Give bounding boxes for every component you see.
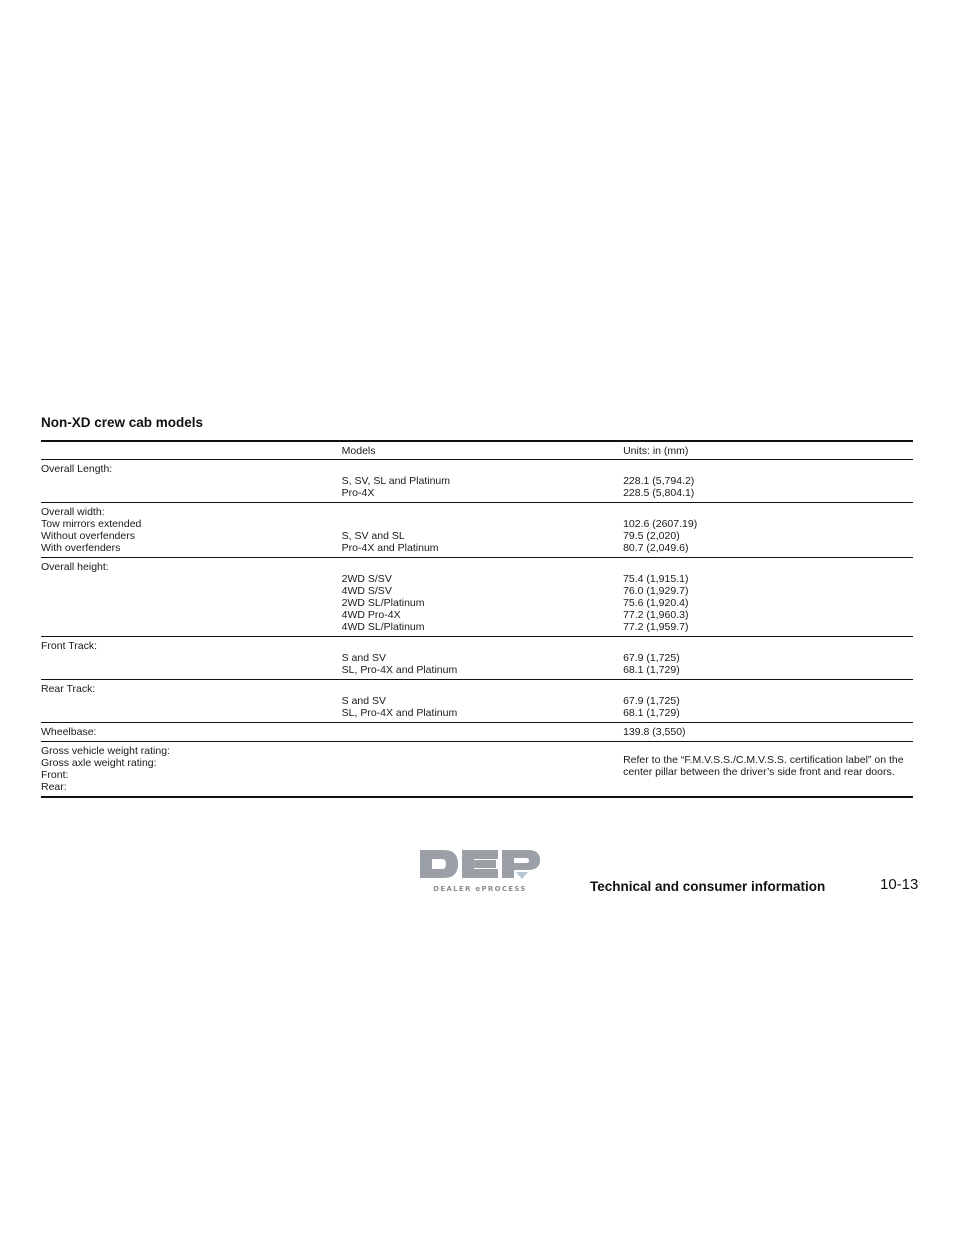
row-label-cell bbox=[41, 680, 328, 723]
row-value: 80.7 (2,049.6) bbox=[623, 542, 689, 554]
table-row-gvwr bbox=[41, 742, 913, 798]
row-model: SL, Pro-4X and Platinum bbox=[341, 664, 458, 676]
row-value: 68.1 (1,729) bbox=[623, 664, 680, 676]
header-label bbox=[41, 441, 328, 460]
row-label: Wheelbase: bbox=[41, 726, 97, 738]
logo-caption: DEALER ePROCESS bbox=[433, 885, 527, 893]
row-model-cell bbox=[328, 503, 623, 558]
row-model bbox=[342, 506, 623, 518]
row-value: 79.5 (2,020) bbox=[623, 530, 680, 542]
row-label: Overall Length: bbox=[41, 463, 113, 475]
row-model-cell bbox=[328, 637, 623, 680]
row-value: 67.9 (1,725) bbox=[623, 652, 680, 664]
header-models: Models bbox=[328, 441, 623, 460]
row-model bbox=[342, 726, 623, 738]
row-value: 75.4 (1,915.1) bbox=[623, 573, 689, 585]
row-model: Pro-4X and Platinum bbox=[341, 542, 439, 554]
row-model: 4WD S/SV bbox=[341, 585, 392, 597]
row-value-cell bbox=[623, 460, 913, 503]
row-model: S, SV, SL and Platinum bbox=[341, 475, 451, 487]
row-model bbox=[342, 561, 623, 573]
row-label: Front: bbox=[41, 769, 69, 781]
row-label: Rear: bbox=[41, 781, 67, 793]
row-value bbox=[623, 640, 913, 652]
row-value bbox=[623, 506, 913, 518]
row-label-cell bbox=[41, 723, 328, 742]
row-model: S, SV and SL bbox=[341, 530, 405, 542]
table-row bbox=[41, 680, 913, 723]
row-value: 102.6 (2607.19) bbox=[623, 518, 698, 530]
table-row bbox=[41, 723, 913, 742]
row-label-cell bbox=[41, 503, 328, 558]
row-model-cell bbox=[328, 680, 623, 723]
row-model: 2WD SL/Platinum bbox=[341, 597, 425, 609]
table-row bbox=[41, 637, 913, 680]
row-value-cell bbox=[623, 558, 913, 637]
row-value: 77.2 (1,960.3) bbox=[623, 609, 689, 621]
row-value bbox=[623, 561, 913, 573]
row-value: 139.8 (3,550) bbox=[623, 726, 686, 738]
row-model: 4WD Pro-4X bbox=[341, 609, 401, 621]
row-model: 2WD S/SV bbox=[341, 573, 392, 585]
row-model bbox=[342, 640, 623, 652]
row-value: 228.5 (5,804.1) bbox=[623, 487, 695, 499]
row-label: Overall width: bbox=[41, 506, 105, 518]
row-value-cell bbox=[623, 637, 913, 680]
row-label: Front Track: bbox=[41, 640, 98, 652]
logo-accent bbox=[516, 872, 528, 879]
certification-note: Refer to the “F.M.V.S.S./C.M.V.S.S. certification label” on the center pillar between the driver’s side front and rear doors. bbox=[623, 754, 904, 778]
row-model: S and SV bbox=[341, 695, 387, 707]
footer-section-title: Technical and consumer information bbox=[590, 879, 826, 894]
gvwr-model-cell bbox=[328, 742, 623, 798]
row-label: Overall height: bbox=[41, 561, 109, 573]
row-label: Tow mirrors extended bbox=[41, 518, 142, 530]
row-value: 77.2 (1,959.7) bbox=[623, 621, 689, 633]
row-label: Rear Track: bbox=[41, 683, 96, 695]
row-value: 68.1 (1,729) bbox=[623, 707, 680, 719]
row-model: Pro-4X bbox=[341, 487, 375, 499]
gvwr-label-cell bbox=[41, 742, 328, 798]
section-title: Non-XD crew cab models bbox=[41, 415, 204, 430]
row-value-cell bbox=[623, 680, 913, 723]
row-value-cell bbox=[623, 723, 913, 742]
row-value: 76.0 (1,929.7) bbox=[623, 585, 689, 597]
row-label: Gross axle weight rating: bbox=[41, 757, 157, 769]
row-model bbox=[342, 463, 623, 475]
row-label-cell bbox=[41, 460, 328, 503]
row-value: 228.1 (5,794.2) bbox=[623, 475, 695, 487]
row-model: SL, Pro-4X and Platinum bbox=[341, 707, 458, 719]
row-value-cell bbox=[623, 503, 913, 558]
header-units: Units: in (mm) bbox=[623, 441, 913, 460]
row-label: Gross vehicle weight rating: bbox=[41, 745, 170, 757]
row-model-cell bbox=[328, 723, 623, 742]
row-model-cell bbox=[328, 558, 623, 637]
row-value bbox=[623, 683, 913, 695]
row-model: 4WD SL/Platinum bbox=[341, 621, 425, 633]
row-model bbox=[342, 683, 623, 695]
row-label-cell bbox=[41, 558, 328, 637]
row-value: 75.6 (1,920.4) bbox=[623, 597, 689, 609]
table-body bbox=[41, 460, 913, 742]
row-model bbox=[342, 518, 623, 530]
row-label: With overfenders bbox=[41, 542, 121, 554]
gvwr-note-cell bbox=[623, 742, 913, 798]
table-header-row bbox=[41, 441, 913, 460]
row-label-cell bbox=[41, 637, 328, 680]
row-value: 67.9 (1,725) bbox=[623, 695, 680, 707]
table-row bbox=[41, 503, 913, 558]
specifications-table bbox=[41, 440, 913, 798]
row-value bbox=[623, 463, 913, 475]
page-number: 10-13 bbox=[880, 876, 919, 893]
row-model: S and SV bbox=[341, 652, 387, 664]
row-label: Without overfenders bbox=[41, 530, 135, 542]
row-model-cell bbox=[328, 460, 623, 503]
table-row bbox=[41, 558, 913, 637]
table-row bbox=[41, 460, 913, 503]
